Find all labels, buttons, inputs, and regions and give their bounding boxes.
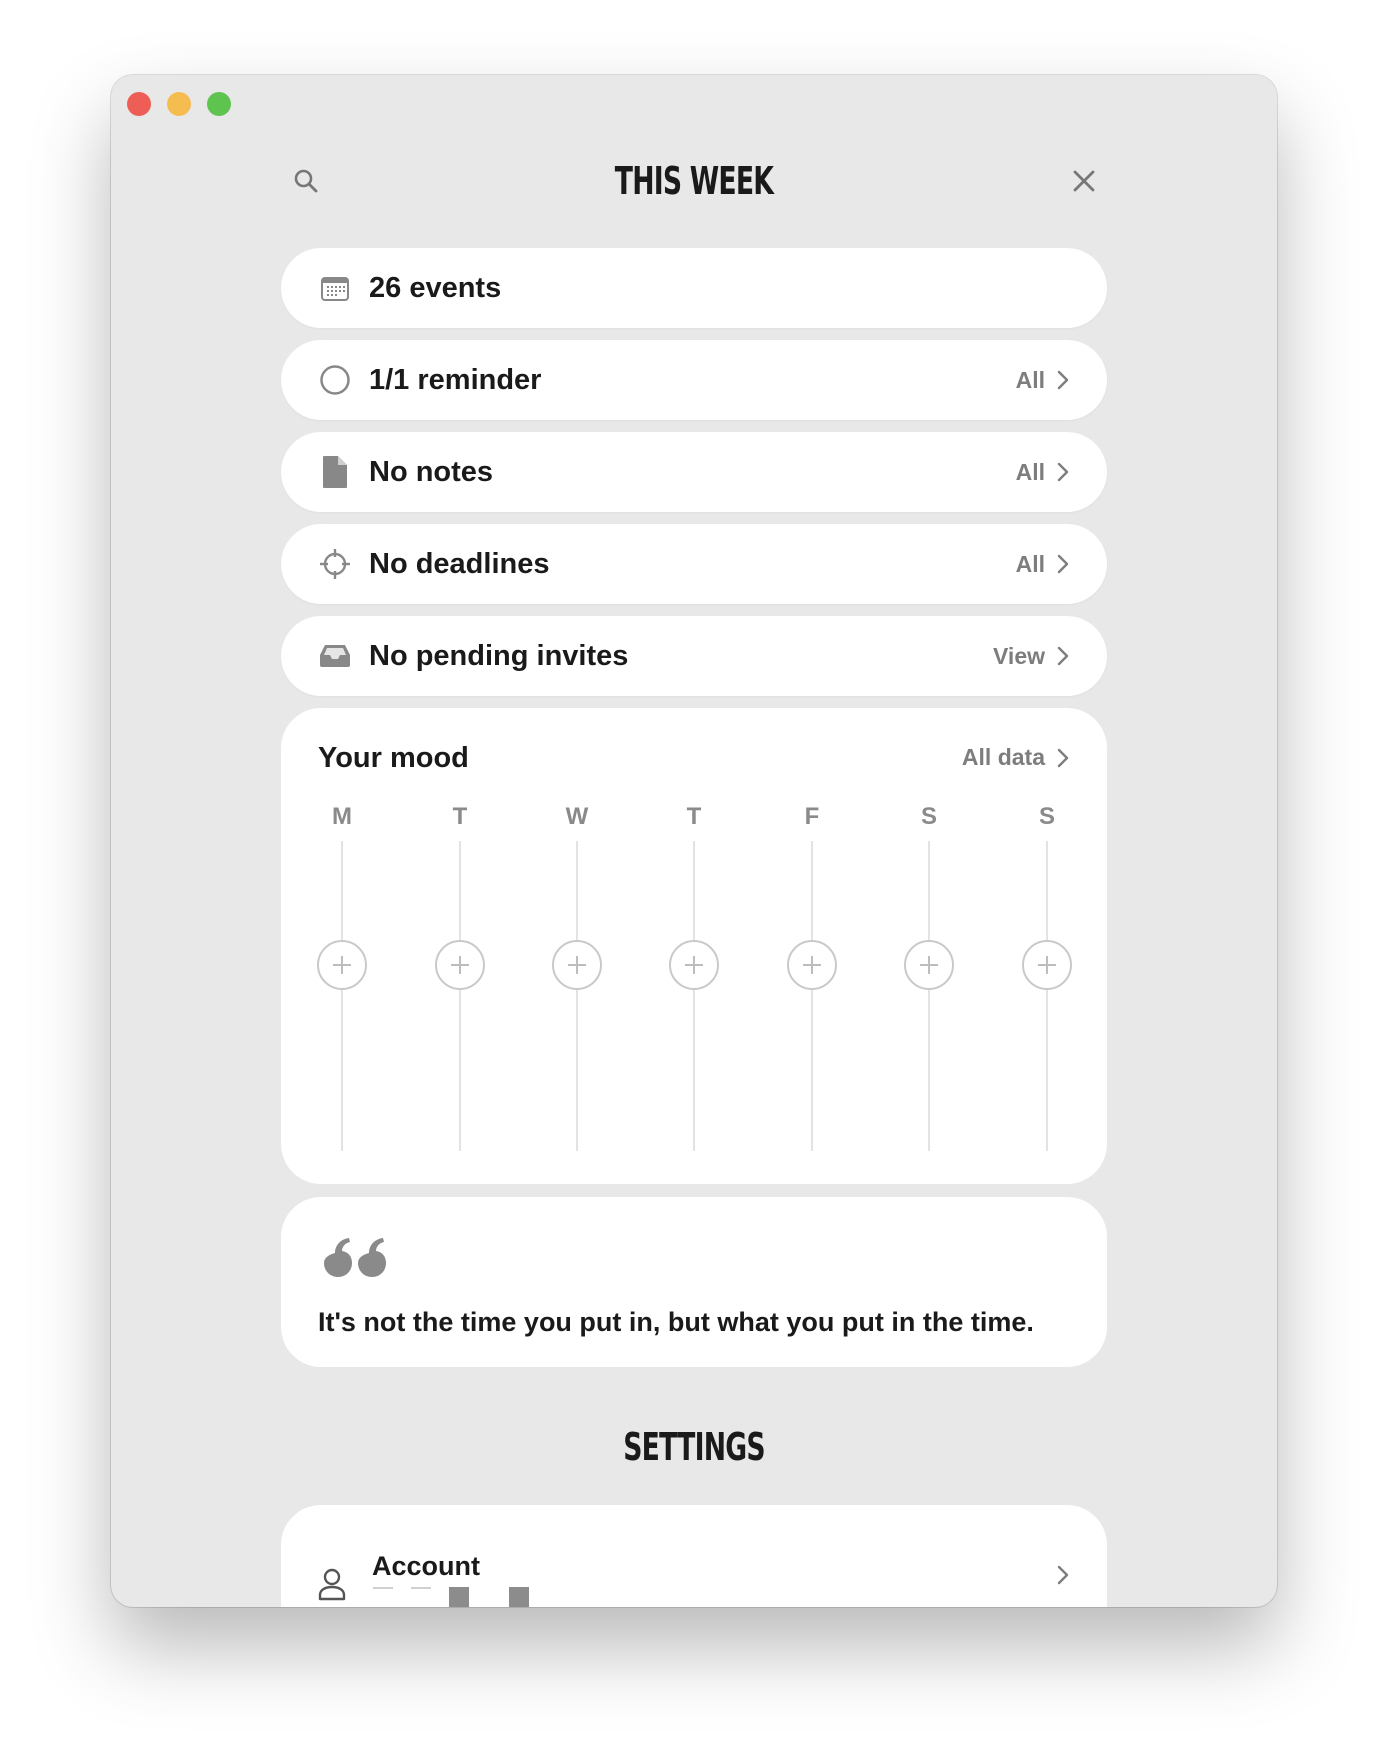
circle-icon: [319, 364, 351, 396]
day-letter: S: [1038, 803, 1055, 830]
mood-day-thursday: [669, 803, 719, 1153]
chevron-right-icon: [1057, 748, 1069, 768]
events-row[interactable]: [281, 248, 1107, 328]
quote-text: It's not the time you put in, but what you put in the time.: [318, 1307, 1034, 1337]
reminders-all-link[interactable]: [1016, 367, 1069, 394]
notes-all-link[interactable]: [1016, 459, 1069, 486]
calendar-icon: [319, 272, 351, 304]
plus-icon: [331, 954, 353, 976]
user-icon: [317, 1567, 347, 1606]
account-subtitle-redacted: [373, 1587, 529, 1607]
mood-track: [811, 841, 813, 1151]
mood-day-wednesday: [552, 803, 602, 1153]
document-icon: [319, 456, 351, 488]
mood-title: Your mood: [318, 742, 469, 774]
day-letter: F: [804, 803, 820, 830]
day-letter: M: [332, 803, 352, 830]
account-row[interactable]: [281, 1505, 1107, 1607]
day-letter: T: [452, 803, 468, 830]
day-letter: W: [565, 803, 589, 830]
mood-day-monday: [317, 803, 367, 1153]
invites-view-label: View: [993, 642, 1045, 669]
mood-track: [928, 841, 930, 1151]
chevron-right-icon: [1057, 554, 1069, 574]
mood-day-friday: [787, 803, 837, 1153]
app-window: [111, 75, 1277, 1607]
mood-all-data-link[interactable]: [962, 744, 1069, 771]
deadlines-all-link[interactable]: [1016, 551, 1069, 578]
plus-icon: [918, 954, 940, 976]
events-label: 26 events: [369, 271, 502, 304]
plus-icon: [449, 954, 471, 976]
chevron-right-icon: [1057, 370, 1069, 390]
add-mood-button[interactable]: [435, 940, 485, 990]
settings-title: SETTINGS: [623, 1425, 765, 1469]
close-icon[interactable]: [1068, 165, 1100, 197]
chevron-right-icon: [1057, 646, 1069, 666]
mood-track: [459, 841, 461, 1151]
quote-card: [281, 1197, 1107, 1367]
invites-row[interactable]: [281, 616, 1107, 696]
chevron-right-icon[interactable]: [1057, 1565, 1069, 1590]
add-mood-button[interactable]: [552, 940, 602, 990]
reminders-all-label: All: [1015, 366, 1045, 393]
add-mood-button[interactable]: [787, 940, 837, 990]
inbox-icon: [319, 640, 351, 672]
notes-all-label: All: [1015, 458, 1045, 485]
page-title: THIS WEEK: [614, 159, 774, 203]
crosshair-icon: [319, 548, 351, 580]
plus-icon: [801, 954, 823, 976]
invites-label: No pending invites: [369, 639, 629, 672]
mood-all-data-label: All data: [961, 744, 1045, 770]
deadlines-row[interactable]: [281, 524, 1107, 604]
mood-card: [281, 708, 1107, 1184]
mood-day-sunday: [1022, 803, 1072, 1153]
notes-label: No notes: [369, 455, 494, 488]
plus-icon: [1036, 954, 1058, 976]
day-letter: T: [686, 803, 702, 830]
reminders-label: 1/1 reminder: [369, 363, 542, 396]
mood-track: [341, 841, 343, 1151]
plus-icon: [683, 954, 705, 976]
window-zoom-button[interactable]: [207, 92, 231, 116]
add-mood-button[interactable]: [669, 940, 719, 990]
window-minimize-button[interactable]: [167, 92, 191, 116]
plus-icon: [566, 954, 588, 976]
window-close-button[interactable]: [127, 92, 151, 116]
chevron-right-icon: [1057, 462, 1069, 482]
quote-icon: [321, 1237, 391, 1286]
add-mood-button[interactable]: [904, 940, 954, 990]
deadlines-label: No deadlines: [369, 547, 550, 580]
day-letter: S: [920, 803, 937, 830]
mood-track: [1046, 841, 1048, 1151]
mood-day-saturday: [904, 803, 954, 1153]
add-mood-button[interactable]: [1022, 940, 1072, 990]
add-mood-button[interactable]: [317, 940, 367, 990]
mood-track: [693, 841, 695, 1151]
invites-view-link[interactable]: [993, 643, 1069, 670]
mood-track: [576, 841, 578, 1151]
deadlines-all-label: All: [1015, 550, 1045, 577]
reminders-row[interactable]: [281, 340, 1107, 420]
notes-row[interactable]: [281, 432, 1107, 512]
account-label: Account: [372, 1551, 480, 1581]
mood-day-tuesday: [435, 803, 485, 1153]
